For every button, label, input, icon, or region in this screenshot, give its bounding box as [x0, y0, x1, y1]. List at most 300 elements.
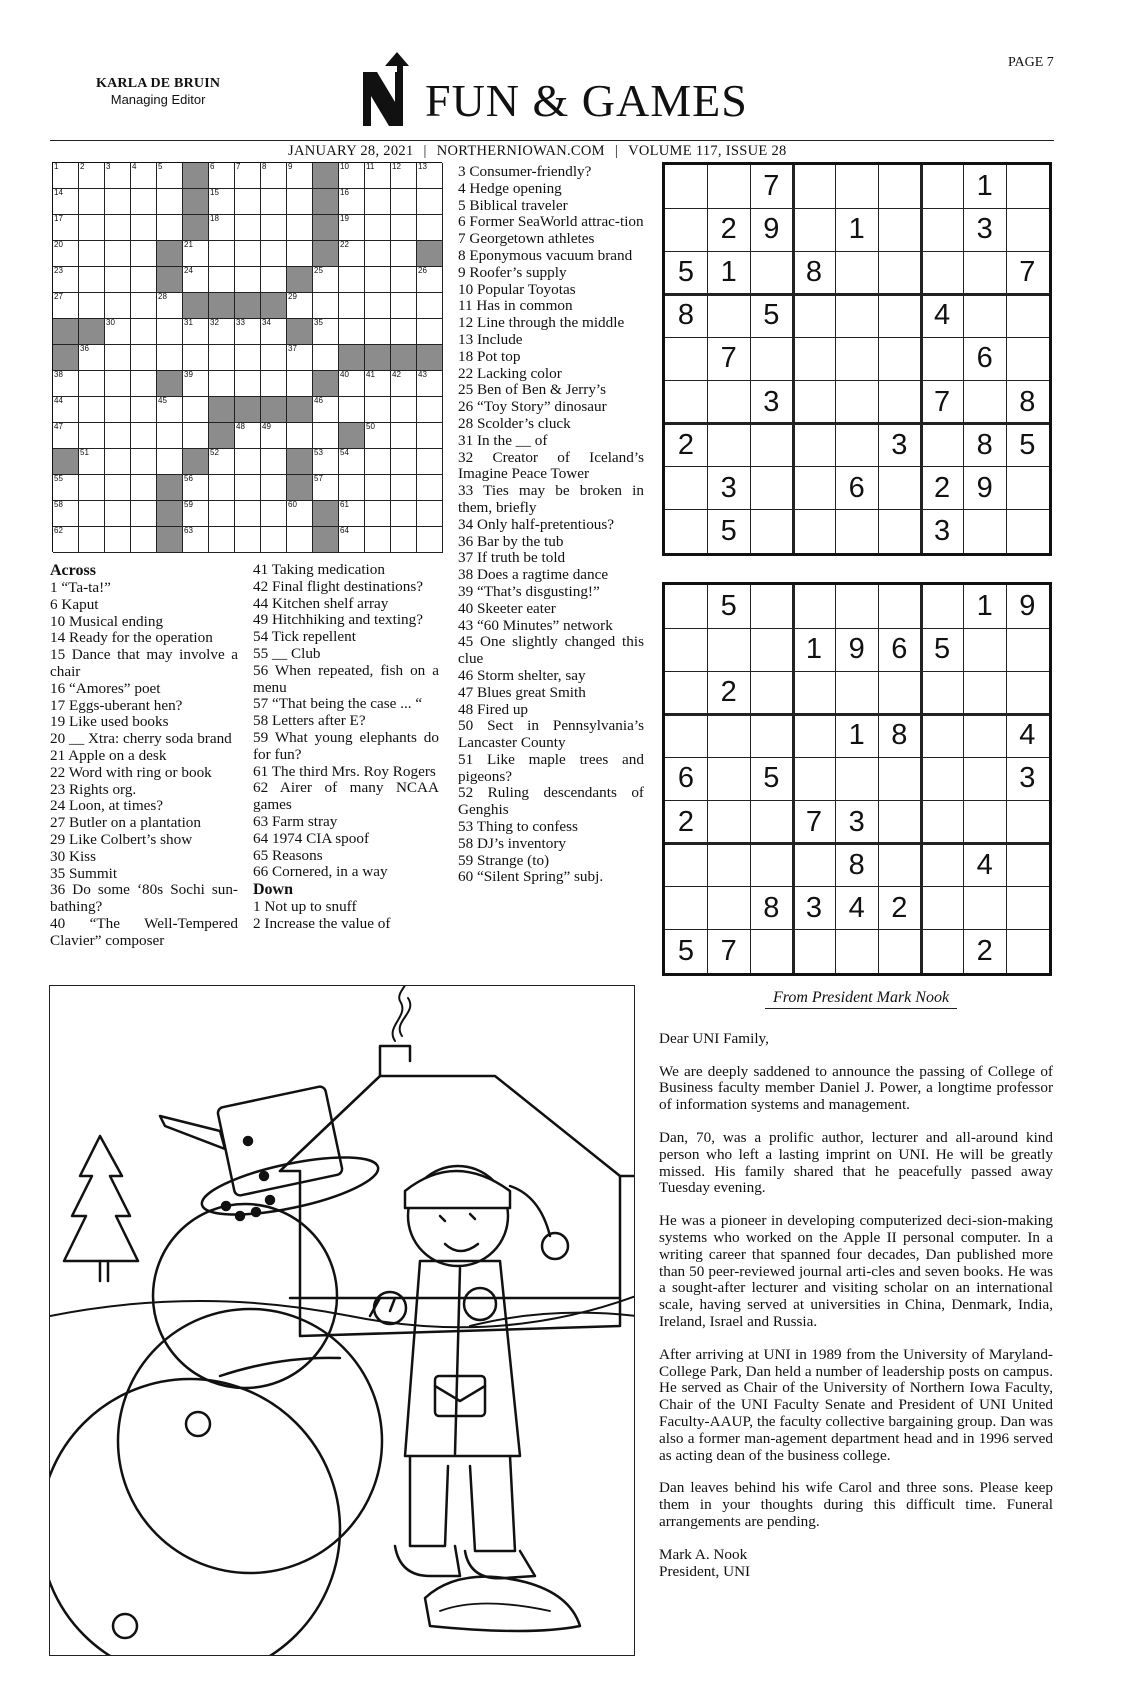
sudoku-empty-cell[interactable] [921, 887, 963, 930]
sudoku-empty-cell[interactable] [750, 930, 792, 973]
crossword-cell[interactable] [287, 423, 313, 449]
crossword-cell[interactable] [105, 527, 131, 553]
crossword-cell[interactable] [235, 215, 261, 241]
crossword-cell[interactable] [209, 345, 235, 371]
crossword-cell[interactable] [287, 371, 313, 397]
crossword-cell[interactable] [105, 189, 131, 215]
sudoku-empty-cell[interactable] [878, 294, 920, 337]
sudoku-empty-cell[interactable] [878, 801, 920, 844]
crossword-cell[interactable] [417, 319, 443, 345]
crossword-cell[interactable] [365, 527, 391, 553]
crossword-cell[interactable] [365, 241, 391, 267]
sudoku-empty-cell[interactable] [878, 337, 920, 380]
crossword-cell[interactable] [53, 163, 79, 189]
crossword-cell[interactable] [131, 163, 157, 189]
crossword-cell[interactable] [417, 371, 443, 397]
sudoku-empty-cell[interactable] [708, 381, 750, 424]
sudoku-empty-cell[interactable] [665, 510, 707, 553]
crossword-cell[interactable] [365, 397, 391, 423]
sudoku-empty-cell[interactable] [964, 887, 1006, 930]
crossword-cell[interactable] [417, 501, 443, 527]
crossword-cell[interactable] [391, 449, 417, 475]
sudoku-empty-cell[interactable] [750, 337, 792, 380]
crossword-cell[interactable] [157, 163, 183, 189]
sudoku-empty-cell[interactable] [708, 165, 750, 208]
managing-editor-credit [96, 76, 220, 107]
sudoku-empty-cell[interactable] [921, 757, 963, 800]
crossword-cell[interactable] [391, 397, 417, 423]
crossword-cell[interactable] [53, 371, 79, 397]
crossword-cell[interactable] [417, 215, 443, 241]
crossword-cell[interactable] [391, 319, 417, 345]
crossword-cell[interactable] [261, 475, 287, 501]
crossword-cell[interactable] [79, 189, 105, 215]
crossword-cell[interactable] [79, 475, 105, 501]
crossword-cell[interactable] [79, 397, 105, 423]
crossword-cell[interactable] [417, 449, 443, 475]
sudoku-empty-cell[interactable] [1006, 628, 1048, 671]
sudoku-empty-cell[interactable] [708, 844, 750, 887]
crossword-cell[interactable] [339, 293, 365, 319]
crossword-cell[interactable] [365, 449, 391, 475]
sudoku-empty-cell[interactable] [836, 510, 878, 553]
crossword-cell[interactable] [235, 449, 261, 475]
sudoku-empty-cell[interactable] [793, 844, 835, 887]
crossword-cell[interactable] [261, 319, 287, 345]
sudoku-empty-cell[interactable] [665, 887, 707, 930]
crossword-cell[interactable] [157, 293, 183, 319]
crossword-cell[interactable] [105, 241, 131, 267]
crossword-cell[interactable] [53, 527, 79, 553]
crossword-cell[interactable] [131, 345, 157, 371]
sudoku-empty-cell[interactable] [836, 337, 878, 380]
crossword-cell[interactable] [131, 189, 157, 215]
sudoku-empty-cell[interactable] [793, 337, 835, 380]
sudoku-empty-cell[interactable] [793, 467, 835, 510]
sudoku-empty-cell[interactable] [665, 844, 707, 887]
crossword-cell[interactable] [157, 449, 183, 475]
crossword-cell[interactable] [209, 163, 235, 189]
sudoku-empty-cell[interactable] [921, 337, 963, 380]
crossword-cell[interactable] [261, 371, 287, 397]
sudoku-empty-cell[interactable] [793, 424, 835, 467]
sudoku-empty-cell[interactable] [1006, 930, 1048, 973]
crossword-cell[interactable] [391, 423, 417, 449]
crossword-cell[interactable] [235, 267, 261, 293]
crossword-cell[interactable] [365, 423, 391, 449]
crossword-cell[interactable] [209, 475, 235, 501]
sudoku-empty-cell[interactable] [750, 628, 792, 671]
crossword-cell[interactable] [391, 293, 417, 319]
crossword-cell[interactable] [209, 371, 235, 397]
crossword-cell[interactable] [105, 267, 131, 293]
crossword-cell[interactable] [339, 371, 365, 397]
sudoku-empty-cell[interactable] [665, 165, 707, 208]
crossword-cell[interactable] [261, 241, 287, 267]
crossword-cell[interactable] [313, 319, 339, 345]
sudoku-empty-cell[interactable] [878, 585, 920, 628]
crossword-cell[interactable] [105, 501, 131, 527]
crossword-cell[interactable] [209, 527, 235, 553]
sudoku-empty-cell[interactable] [836, 294, 878, 337]
crossword-cell[interactable] [53, 267, 79, 293]
crossword-cell[interactable] [131, 215, 157, 241]
sudoku-empty-cell[interactable] [793, 714, 835, 757]
sudoku-empty-cell[interactable] [836, 251, 878, 294]
sudoku-empty-cell[interactable] [665, 337, 707, 380]
crossword-cell[interactable] [365, 371, 391, 397]
sudoku-empty-cell[interactable] [665, 671, 707, 714]
crossword-cell[interactable] [183, 267, 209, 293]
sudoku-empty-cell[interactable] [878, 381, 920, 424]
crossword-cell[interactable] [339, 501, 365, 527]
sudoku-empty-cell[interactable] [878, 671, 920, 714]
sudoku-empty-cell[interactable] [750, 251, 792, 294]
crossword-cell[interactable] [287, 241, 313, 267]
sudoku-empty-cell[interactable] [921, 714, 963, 757]
sudoku-empty-cell[interactable] [921, 251, 963, 294]
crossword-cell[interactable] [131, 527, 157, 553]
sudoku-empty-cell[interactable] [836, 165, 878, 208]
crossword-cell[interactable] [53, 475, 79, 501]
crossword-cell[interactable] [79, 293, 105, 319]
sudoku-empty-cell[interactable] [793, 585, 835, 628]
crossword-cell[interactable] [261, 189, 287, 215]
sudoku-empty-cell[interactable] [964, 714, 1006, 757]
crossword-cell[interactable] [131, 501, 157, 527]
crossword-cell[interactable] [287, 163, 313, 189]
crossword-cell[interactable] [391, 189, 417, 215]
crossword-cell[interactable] [157, 345, 183, 371]
crossword-cell[interactable] [79, 163, 105, 189]
crossword-cell[interactable] [53, 189, 79, 215]
crossword-cell[interactable] [417, 293, 443, 319]
crossword-cell[interactable] [365, 501, 391, 527]
crossword-cell[interactable] [365, 475, 391, 501]
sudoku-empty-cell[interactable] [750, 801, 792, 844]
crossword-cell[interactable] [79, 423, 105, 449]
crossword-cell[interactable] [79, 449, 105, 475]
crossword-cell[interactable] [105, 397, 131, 423]
sudoku-empty-cell[interactable] [878, 510, 920, 553]
crossword-cell[interactable] [313, 449, 339, 475]
sudoku-empty-cell[interactable] [921, 671, 963, 714]
crossword-cell[interactable] [235, 345, 261, 371]
sudoku-empty-cell[interactable] [793, 381, 835, 424]
crossword-cell[interactable] [53, 215, 79, 241]
sudoku-empty-cell[interactable] [921, 165, 963, 208]
sudoku-empty-cell[interactable] [1006, 510, 1048, 553]
crossword-cell[interactable] [183, 475, 209, 501]
crossword-cell[interactable] [287, 527, 313, 553]
sudoku-empty-cell[interactable] [964, 510, 1006, 553]
sudoku-empty-cell[interactable] [750, 714, 792, 757]
crossword-cell[interactable] [131, 319, 157, 345]
crossword-cell[interactable] [183, 345, 209, 371]
sudoku-empty-cell[interactable] [878, 251, 920, 294]
crossword-cell[interactable] [157, 423, 183, 449]
crossword-cell[interactable] [79, 267, 105, 293]
crossword-cell[interactable] [79, 527, 105, 553]
crossword-cell[interactable] [183, 397, 209, 423]
crossword-cell[interactable] [261, 267, 287, 293]
sudoku-empty-cell[interactable] [708, 801, 750, 844]
crossword-cell[interactable] [339, 215, 365, 241]
crossword-cell[interactable] [261, 527, 287, 553]
crossword-cell[interactable] [313, 423, 339, 449]
crossword-cell[interactable] [339, 267, 365, 293]
sudoku-empty-cell[interactable] [665, 208, 707, 251]
sudoku-empty-cell[interactable] [1006, 208, 1048, 251]
sudoku-empty-cell[interactable] [921, 801, 963, 844]
sudoku-empty-cell[interactable] [793, 165, 835, 208]
crossword-cell[interactable] [235, 371, 261, 397]
sudoku-empty-cell[interactable] [665, 628, 707, 671]
crossword-cell[interactable] [131, 397, 157, 423]
crossword-cell[interactable] [235, 501, 261, 527]
sudoku-empty-cell[interactable] [878, 208, 920, 251]
crossword-cell[interactable] [313, 293, 339, 319]
crossword-cell[interactable] [53, 501, 79, 527]
crossword-cell[interactable] [365, 163, 391, 189]
sudoku-empty-cell[interactable] [964, 381, 1006, 424]
sudoku-empty-cell[interactable] [1006, 671, 1048, 714]
crossword-cell[interactable] [131, 371, 157, 397]
crossword-cell[interactable] [339, 241, 365, 267]
crossword-cell[interactable] [235, 423, 261, 449]
sudoku-empty-cell[interactable] [1006, 337, 1048, 380]
crossword-cell[interactable] [391, 163, 417, 189]
sudoku-empty-cell[interactable] [836, 381, 878, 424]
sudoku-empty-cell[interactable] [793, 208, 835, 251]
sudoku-empty-cell[interactable] [836, 424, 878, 467]
crossword-cell[interactable] [131, 241, 157, 267]
sudoku-empty-cell[interactable] [793, 510, 835, 553]
sudoku-empty-cell[interactable] [836, 930, 878, 973]
crossword-cell[interactable] [157, 397, 183, 423]
clue-text: 35 Summit [50, 864, 118, 882]
crossword-cell[interactable] [391, 527, 417, 553]
crossword-cell[interactable] [105, 163, 131, 189]
sudoku-empty-cell[interactable] [708, 757, 750, 800]
crossword-cell[interactable] [183, 423, 209, 449]
crossword-cell[interactable] [313, 267, 339, 293]
crossword-cell[interactable] [339, 189, 365, 215]
crossword-cell[interactable] [391, 241, 417, 267]
sudoku-empty-cell[interactable] [964, 801, 1006, 844]
crossword-cell[interactable] [131, 267, 157, 293]
crossword-cell[interactable] [287, 189, 313, 215]
crossword-cell[interactable] [339, 527, 365, 553]
crossword-cell[interactable] [391, 215, 417, 241]
sudoku-empty-cell[interactable] [878, 165, 920, 208]
crossword-cell[interactable] [365, 267, 391, 293]
crossword-cell[interactable] [339, 475, 365, 501]
sudoku-empty-cell[interactable] [708, 294, 750, 337]
crossword-cell[interactable] [79, 345, 105, 371]
sudoku-empty-cell[interactable] [878, 757, 920, 800]
crossword-cell[interactable] [339, 449, 365, 475]
crossword-cell[interactable] [79, 371, 105, 397]
crossword-cell[interactable] [417, 423, 443, 449]
crossword-cell[interactable] [131, 423, 157, 449]
crossword-cell[interactable] [261, 163, 287, 189]
crossword-cell[interactable] [157, 215, 183, 241]
crossword-cell[interactable] [105, 475, 131, 501]
crossword-cell[interactable] [365, 215, 391, 241]
sudoku-empty-cell[interactable] [708, 424, 750, 467]
crossword-cell[interactable] [391, 371, 417, 397]
crossword-cell[interactable] [417, 475, 443, 501]
sudoku-empty-cell[interactable] [750, 467, 792, 510]
crossword-cell[interactable] [235, 527, 261, 553]
crossword-cell[interactable] [209, 319, 235, 345]
crossword-cell[interactable] [261, 449, 287, 475]
crossword-cell[interactable] [287, 501, 313, 527]
crossword-cell[interactable] [157, 189, 183, 215]
crossword-cell[interactable] [157, 319, 183, 345]
crossword-cell[interactable] [209, 189, 235, 215]
sudoku-empty-cell[interactable] [836, 671, 878, 714]
crossword-cell[interactable] [391, 475, 417, 501]
crossword-cell[interactable] [235, 163, 261, 189]
sudoku-empty-cell[interactable] [750, 585, 792, 628]
sudoku-empty-cell[interactable] [878, 844, 920, 887]
crossword-cell[interactable] [183, 527, 209, 553]
crossword-cell[interactable] [105, 371, 131, 397]
sudoku-empty-cell[interactable] [921, 585, 963, 628]
sudoku-empty-cell[interactable] [921, 424, 963, 467]
clue-number: 7 [236, 162, 241, 171]
crossword-cell[interactable] [417, 189, 443, 215]
crossword-cell[interactable] [261, 423, 287, 449]
crossword-cell[interactable] [209, 449, 235, 475]
crossword-cell[interactable] [235, 241, 261, 267]
crossword-cell[interactable] [365, 319, 391, 345]
crossword-cell[interactable] [287, 345, 313, 371]
crossword-cell[interactable] [339, 397, 365, 423]
sudoku-empty-cell[interactable] [793, 294, 835, 337]
sudoku-empty-cell[interactable] [921, 208, 963, 251]
sudoku-empty-cell[interactable] [836, 757, 878, 800]
crossword-cell[interactable] [261, 345, 287, 371]
sudoku-empty-cell[interactable] [793, 930, 835, 973]
sudoku-empty-cell[interactable] [964, 671, 1006, 714]
crossword-cell[interactable] [53, 241, 79, 267]
crossword-cell[interactable] [131, 293, 157, 319]
sudoku-empty-cell[interactable] [878, 467, 920, 510]
crossword-cell[interactable] [313, 475, 339, 501]
crossword-cell[interactable] [183, 501, 209, 527]
sudoku-empty-cell[interactable] [921, 930, 963, 973]
crossword-cell[interactable] [287, 293, 313, 319]
crossword-cell[interactable] [79, 241, 105, 267]
sudoku-empty-cell[interactable] [1006, 844, 1048, 887]
sudoku-empty-cell[interactable] [964, 628, 1006, 671]
clue-text: 44 Kitchen shelf array [253, 594, 389, 612]
sudoku-empty-cell[interactable] [665, 714, 707, 757]
sudoku-empty-cell[interactable] [793, 671, 835, 714]
crossword-cell[interactable] [313, 345, 339, 371]
sudoku-empty-cell[interactable] [750, 510, 792, 553]
crossword-cell[interactable] [417, 267, 443, 293]
crossword-cell[interactable] [391, 267, 417, 293]
sudoku-empty-cell[interactable] [665, 381, 707, 424]
sudoku-empty-cell[interactable] [921, 844, 963, 887]
crossword-cell[interactable] [105, 293, 131, 319]
sudoku-empty-cell[interactable] [708, 714, 750, 757]
crossword-cell[interactable] [105, 319, 131, 345]
crossword-cell[interactable] [235, 319, 261, 345]
sudoku-empty-cell[interactable] [878, 930, 920, 973]
crossword-cell[interactable] [313, 397, 339, 423]
crossword-cell[interactable] [183, 241, 209, 267]
crossword-cell[interactable] [53, 397, 79, 423]
crossword-cell[interactable] [417, 163, 443, 189]
sudoku-given-digit: 3 [933, 514, 951, 547]
crossword-cell[interactable] [131, 475, 157, 501]
crossword-cell[interactable] [417, 397, 443, 423]
sudoku-empty-cell[interactable] [708, 628, 750, 671]
crossword-cell[interactable] [209, 501, 235, 527]
crossword-cell[interactable] [183, 319, 209, 345]
crossword-cell[interactable] [235, 475, 261, 501]
sudoku-empty-cell[interactable] [708, 887, 750, 930]
crossword-cell[interactable] [79, 215, 105, 241]
sudoku-empty-cell[interactable] [964, 294, 1006, 337]
crossword-cell[interactable] [53, 423, 79, 449]
crossword-cell[interactable] [105, 215, 131, 241]
sudoku-empty-cell[interactable] [750, 671, 792, 714]
sudoku-empty-cell[interactable] [665, 467, 707, 510]
crossword-cell[interactable] [183, 371, 209, 397]
crossword-cell[interactable] [365, 189, 391, 215]
crossword-cell[interactable] [339, 163, 365, 189]
sudoku-empty-cell[interactable] [793, 757, 835, 800]
sudoku-empty-cell[interactable] [750, 424, 792, 467]
sudoku-empty-cell[interactable] [665, 585, 707, 628]
sudoku-empty-cell[interactable] [964, 757, 1006, 800]
crossword-cell[interactable] [105, 423, 131, 449]
crossword-cell[interactable] [209, 241, 235, 267]
crossword-cell[interactable] [417, 527, 443, 553]
website[interactable]: NORTHERNIOWAN.COM [436, 143, 605, 159]
sudoku-empty-cell[interactable] [1006, 165, 1048, 208]
crossword-cell[interactable] [261, 215, 287, 241]
sudoku-empty-cell[interactable] [1006, 294, 1048, 337]
sudoku-empty-cell[interactable] [1006, 801, 1048, 844]
crossword-cell[interactable] [339, 319, 365, 345]
crossword-cell[interactable] [105, 449, 131, 475]
crossword-cell[interactable] [365, 293, 391, 319]
crossword-cell[interactable] [261, 501, 287, 527]
crossword-cell[interactable] [131, 449, 157, 475]
sudoku-empty-cell[interactable] [836, 585, 878, 628]
crossword-cell[interactable] [79, 501, 105, 527]
sudoku-empty-cell[interactable] [750, 844, 792, 887]
sudoku-empty-cell[interactable] [1006, 887, 1048, 930]
crossword-cell[interactable] [105, 345, 131, 371]
crossword-cell[interactable] [209, 215, 235, 241]
crossword-cell[interactable] [287, 215, 313, 241]
sudoku-empty-cell[interactable] [964, 251, 1006, 294]
crossword-cell[interactable] [391, 501, 417, 527]
crossword-cell[interactable] [235, 189, 261, 215]
clue-number: 29 [288, 292, 297, 301]
sudoku-empty-cell[interactable] [1006, 467, 1048, 510]
crossword-cell[interactable] [209, 267, 235, 293]
crossword-cell[interactable] [53, 293, 79, 319]
